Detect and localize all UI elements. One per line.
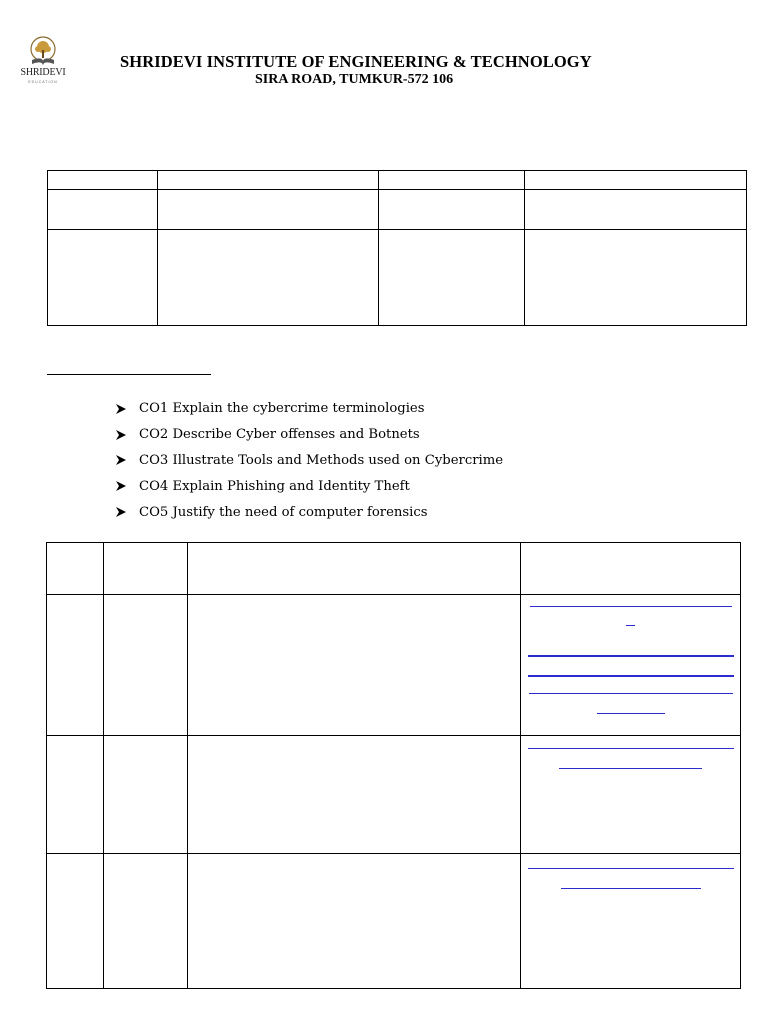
- list-item: [116, 473, 503, 499]
- course-outcome-text: CO1 Explain the cybercrime terminologies: [139, 401, 425, 417]
- course-info-table: [47, 170, 747, 326]
- table-cell: [158, 230, 379, 326]
- table-cell: [521, 543, 741, 595]
- table-cell: [379, 171, 525, 190]
- logo-subtext: EDUCATION: [28, 80, 58, 84]
- table-row: [48, 171, 747, 190]
- list-item: [116, 396, 503, 422]
- course-outcome-text: CO2 Describe Cyber offenses and Botnets: [139, 427, 420, 443]
- section-heading-underline: [47, 374, 211, 375]
- table-cell: [188, 736, 521, 854]
- table-cell: [379, 190, 525, 230]
- arrowhead-bullet-icon: [116, 404, 126, 414]
- resource-link[interactable]: [626, 625, 635, 626]
- resource-links-cell: [521, 854, 741, 989]
- list-item: [116, 422, 503, 448]
- table-cell: [47, 595, 104, 736]
- table-cell: [158, 171, 379, 190]
- arrowhead-bullet-icon: [116, 481, 126, 491]
- resource-link[interactable]: [528, 675, 734, 677]
- course-outcome-text: CO4 Explain Phishing and Identity Theft: [139, 478, 410, 494]
- table-cell: [379, 230, 525, 326]
- table-cell: [188, 854, 521, 989]
- table-cell: [525, 190, 747, 230]
- list-item: [116, 499, 503, 525]
- table-row: [48, 190, 747, 230]
- table-cell: [104, 736, 188, 854]
- table-row: [47, 595, 741, 736]
- table-cell: [525, 171, 747, 190]
- arrowhead-bullet-icon: [116, 455, 126, 465]
- resource-link[interactable]: [528, 748, 734, 749]
- course-outcomes-list: [116, 396, 503, 525]
- table-cell: [48, 230, 158, 326]
- table-cell: [47, 736, 104, 854]
- logo-wordmark: SHRIDEVI: [20, 67, 66, 78]
- resource-link[interactable]: [530, 606, 732, 607]
- table-cell: [104, 543, 188, 595]
- module-table: [46, 542, 741, 989]
- table-cell: [48, 171, 158, 190]
- resource-link[interactable]: [561, 888, 701, 889]
- resource-links-cell: [521, 595, 741, 736]
- table-cell: [47, 543, 104, 595]
- resource-link[interactable]: [559, 768, 702, 769]
- resource-link[interactable]: [529, 693, 733, 694]
- table-cell: [48, 190, 158, 230]
- table-cell: [104, 595, 188, 736]
- course-outcome-text: CO5 Justify the need of computer forensics: [139, 504, 428, 520]
- table-row: [48, 230, 747, 326]
- arrowhead-bullet-icon: [116, 507, 126, 517]
- table-cell: [47, 854, 104, 989]
- table-cell: [158, 190, 379, 230]
- table-cell: [525, 230, 747, 326]
- resource-link[interactable]: [528, 868, 734, 869]
- resource-link[interactable]: [528, 655, 734, 657]
- table-header-row: [47, 543, 741, 595]
- institute-address: SIRA ROAD, TUMKUR-572 106: [255, 72, 454, 87]
- institute-name: SHRIDEVI INSTITUTE OF ENGINEERING & TECHNOLOGY: [120, 52, 592, 71]
- list-item: [116, 448, 503, 474]
- table-cell: [104, 854, 188, 989]
- course-outcome-text: CO3 Illustrate Tools and Methods used on Cybercrime: [139, 452, 504, 468]
- resource-links-cell: [521, 736, 741, 854]
- tree-book-logo-icon: [14, 36, 72, 70]
- table-cell: [188, 595, 521, 736]
- table-row: [47, 854, 741, 989]
- arrowhead-bullet-icon: [116, 430, 126, 440]
- resource-link[interactable]: [597, 713, 665, 714]
- table-cell: [188, 543, 521, 595]
- table-row: [47, 736, 741, 854]
